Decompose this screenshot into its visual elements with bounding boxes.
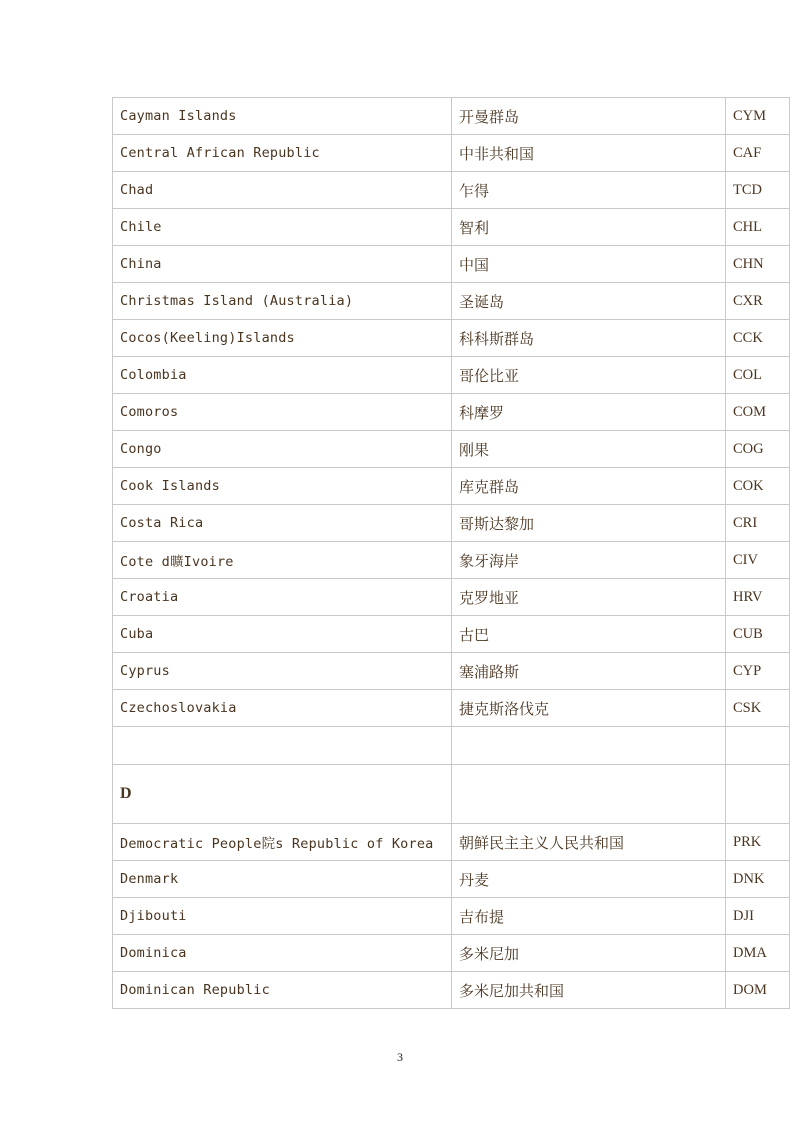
- country-name-zh: 刚果: [452, 431, 726, 468]
- country-code: DOM: [726, 972, 790, 1009]
- table-row: [113, 898, 790, 935]
- country-code: CHL: [726, 209, 790, 246]
- table-row: [113, 283, 790, 320]
- country-name-zh: 丹麦: [452, 861, 726, 898]
- table-row: [113, 616, 790, 653]
- country-code: CCK: [726, 320, 790, 357]
- country-code: CUB: [726, 616, 790, 653]
- country-code: COM: [726, 394, 790, 431]
- table-row: [113, 653, 790, 690]
- country-code: TCD: [726, 172, 790, 209]
- country-name-en: Central African Republic: [113, 135, 452, 172]
- country-name-zh: 中国: [452, 246, 726, 283]
- country-name-en: Cocos(Keeling)Islands: [113, 320, 452, 357]
- country-name-zh: 科摩罗: [452, 394, 726, 431]
- table-row: [113, 98, 790, 135]
- country-code: HRV: [726, 579, 790, 616]
- blank-cell: [452, 765, 726, 824]
- country-name-zh: 象牙海岸: [452, 542, 726, 579]
- country-name-en: Cook Islands: [113, 468, 452, 505]
- country-code: CYM: [726, 98, 790, 135]
- table-row: [113, 394, 790, 431]
- blank-cell: [452, 727, 726, 765]
- country-name-en: Congo: [113, 431, 452, 468]
- country-name-en: Comoros: [113, 394, 452, 431]
- country-name-en: Cuba: [113, 616, 452, 653]
- table-row: [113, 320, 790, 357]
- table-row: [113, 579, 790, 616]
- country-name-en: Denmark: [113, 861, 452, 898]
- country-name-en: Djibouti: [113, 898, 452, 935]
- country-code: CAF: [726, 135, 790, 172]
- table-row: [113, 505, 790, 542]
- country-code: CRI: [726, 505, 790, 542]
- country-name-en: Cote d曠Ivoire: [113, 542, 452, 579]
- country-name-en: Chad: [113, 172, 452, 209]
- page-number: 3: [397, 1050, 403, 1064]
- table-row-blank: [113, 727, 790, 765]
- country-name-zh: 圣诞岛: [452, 283, 726, 320]
- country-name-en: Chile: [113, 209, 452, 246]
- country-name-en: Democratic People院s Republic of Korea: [113, 824, 452, 861]
- country-name-zh: 捷克斯洛伐克: [452, 690, 726, 727]
- country-code: DMA: [726, 935, 790, 972]
- country-name-en: Cyprus: [113, 653, 452, 690]
- table-row: [113, 861, 790, 898]
- country-code: CYP: [726, 653, 790, 690]
- country-name-zh: 中非共和国: [452, 135, 726, 172]
- country-name-zh: 吉布提: [452, 898, 726, 935]
- country-name-zh: 塞浦路斯: [452, 653, 726, 690]
- table-body-separator: [113, 727, 790, 824]
- country-name-en: Cayman Islands: [113, 98, 452, 135]
- table-row: [113, 135, 790, 172]
- country-code: CIV: [726, 542, 790, 579]
- country-name-zh: 智利: [452, 209, 726, 246]
- country-code: CXR: [726, 283, 790, 320]
- country-name-en: Czechoslovakia: [113, 690, 452, 727]
- table-row: [113, 468, 790, 505]
- country-name-zh: 科科斯群岛: [452, 320, 726, 357]
- table-row: [113, 172, 790, 209]
- table-row-section-letter: [113, 765, 790, 824]
- country-name-en: Costa Rica: [113, 505, 452, 542]
- blank-cell: [726, 765, 790, 824]
- table-row: [113, 824, 790, 861]
- country-code-table: [112, 97, 790, 1009]
- section-letter: D: [113, 765, 452, 824]
- country-code: COK: [726, 468, 790, 505]
- table-body-d: [113, 824, 790, 1009]
- country-name-zh: 库克群岛: [452, 468, 726, 505]
- table-row: [113, 972, 790, 1009]
- country-code: COG: [726, 431, 790, 468]
- table-row: [113, 690, 790, 727]
- table-row: [113, 246, 790, 283]
- country-code: DNK: [726, 861, 790, 898]
- table-body-c: [113, 98, 790, 727]
- country-name-en: Croatia: [113, 579, 452, 616]
- country-name-zh: 古巴: [452, 616, 726, 653]
- country-name-zh: 克罗地亚: [452, 579, 726, 616]
- country-name-en: Colombia: [113, 357, 452, 394]
- country-name-en: Dominica: [113, 935, 452, 972]
- table-row: [113, 542, 790, 579]
- table-row: [113, 357, 790, 394]
- country-code: CHN: [726, 246, 790, 283]
- table-row: [113, 209, 790, 246]
- country-name-zh: 乍得: [452, 172, 726, 209]
- blank-cell: [726, 727, 790, 765]
- country-name-en: Dominican Republic: [113, 972, 452, 1009]
- blank-cell: [113, 727, 452, 765]
- country-name-zh: 多米尼加: [452, 935, 726, 972]
- country-name-zh: 多米尼加共和国: [452, 972, 726, 1009]
- table-row: [113, 935, 790, 972]
- country-code: PRK: [726, 824, 790, 861]
- country-name-zh: 哥伦比亚: [452, 357, 726, 394]
- country-code: DJI: [726, 898, 790, 935]
- country-name-zh: 朝鲜民主主义人民共和国: [452, 824, 726, 861]
- country-code: CSK: [726, 690, 790, 727]
- country-code: COL: [726, 357, 790, 394]
- country-name-en: China: [113, 246, 452, 283]
- country-name-zh: 哥斯达黎加: [452, 505, 726, 542]
- country-name-en: Christmas Island (Australia): [113, 283, 452, 320]
- table-row: [113, 431, 790, 468]
- country-name-zh: 开曼群岛: [452, 98, 726, 135]
